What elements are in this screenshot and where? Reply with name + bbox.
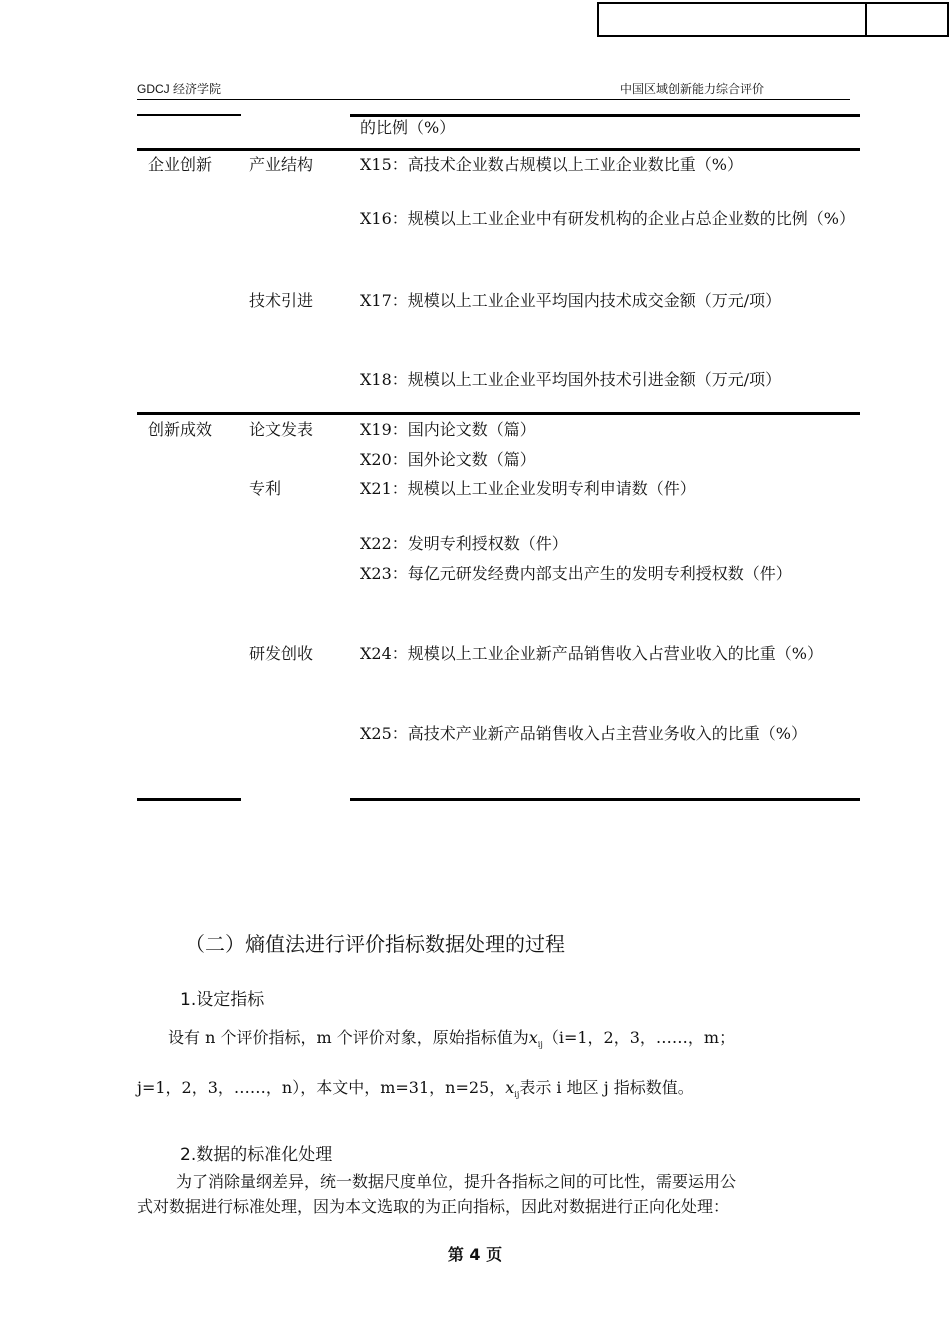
table-bottom-rule-col1 (137, 798, 241, 801)
top-box-divider (865, 4, 867, 35)
indicator-x23: X23：每亿元研发经费内部支出产生的发明专利授权数（件） (360, 564, 792, 583)
subsection-set-indicators: 1.设定指标 (180, 990, 265, 1010)
paragraph-1-line-2 (137, 1076, 694, 1107)
para1-text-b: （i=1，2，3，……，m； (542, 1028, 736, 1047)
indicator-x17: X17：规模以上工业企业平均国内技术成交金额（万元/项） (360, 291, 782, 310)
sub-technology-import: 技术引进 (249, 291, 314, 310)
indicator-x19: X19：国内论文数（篇） (360, 420, 536, 439)
subsection-standardization: 2.数据的标准化处理 (180, 1145, 333, 1165)
sub-patents: 专利 (249, 479, 282, 498)
category-enterprise-innovation: 企业创新 (148, 155, 213, 174)
category-innovation-results: 创新成效 (148, 420, 213, 439)
indicator-x22: X22：发明专利授权数（件） (360, 534, 568, 553)
table-group-rule-1 (137, 148, 860, 151)
indicator-x24: X24：规模以上工业企业新产品销售收入占营业收入的比重（%） (360, 644, 823, 663)
paragraph-1-line-1 (168, 1026, 735, 1057)
top-right-box (597, 2, 949, 37)
header-left: GDCJ 经济学院 (137, 82, 222, 96)
indicator-x16: X16：规模以上工业企业中有研发机构的企业占总企业数的比例（%） (360, 209, 855, 228)
header-rule (137, 99, 850, 100)
sub-paper-publication: 论文发表 (249, 420, 314, 439)
indicator-x20: X20：国外论文数（篇） (360, 450, 536, 469)
indicator-x21: X21：规模以上工业企业发明专利申请数（件） (360, 479, 696, 498)
sub-industry-structure: 产业结构 (249, 155, 314, 174)
header-right: 中国区域创新能力综合评价 (620, 82, 765, 96)
paragraph-2-line-2: 式对数据进行标准处理，因为本文选取的为正向指标，因此对数据进行正向化处理： (137, 1197, 730, 1216)
indicator-x25: X25：高技术产业新产品销售收入占主营业务收入的比重（%） (360, 724, 807, 743)
para1-text-d: 表示 i 地区 j 指标数值。 (519, 1078, 694, 1097)
indicator-x18: X18：规模以上工业企业平均国外技术引进金额（万元/项） (360, 370, 782, 389)
sub-rd-revenue: 研发创收 (249, 644, 314, 663)
indicator-x15: X15：高技术企业数占规模以上工业企业数比重（%） (360, 155, 743, 174)
table-continuation: 的比例（%） (360, 118, 456, 137)
xij-symbol-2: $x_{ij}$ (505, 1078, 520, 1100)
section-title: （二）熵值法进行评价指标数据处理的过程 (185, 932, 565, 956)
para1-text-c: j=1，2，3，……，n），本文中，m=31，n=25， (137, 1078, 506, 1097)
table-bottom-rule-col3 (350, 798, 860, 801)
table-group-rule-2 (137, 412, 860, 415)
paragraph-2-line-1: 为了消除量纲差异，统一数据尺度单位，提升各指标之间的可比性，需要运用公 (176, 1172, 737, 1191)
xij-symbol: $x_{ij}$ (528, 1028, 543, 1050)
page-number: 第 4 页 (447, 1245, 503, 1264)
para1-text-a: 设有 n 个评价指标，m 个评价对象，原始指标值为 (168, 1028, 529, 1047)
table-top-rule-col1 (137, 114, 241, 116)
